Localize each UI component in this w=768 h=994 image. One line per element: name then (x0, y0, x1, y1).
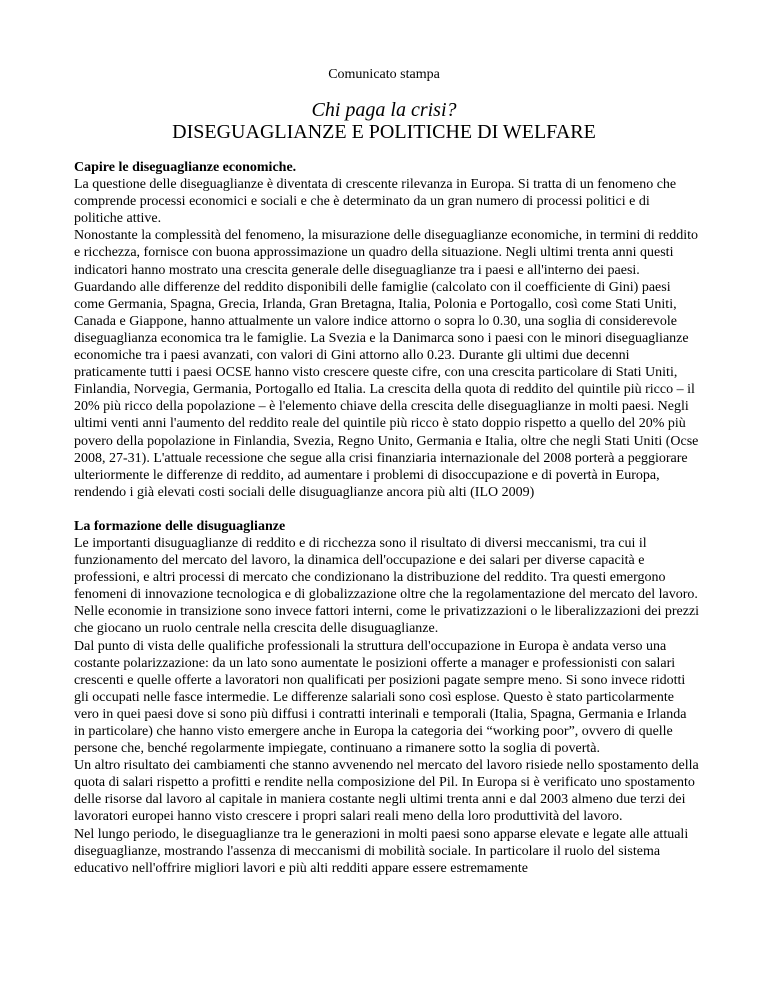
paragraph: Le importanti disuguaglianze di reddito e di ricchezza sono il risultato di diversi meccanismi, tra cui il funzionamento del mercato del lavoro, la dinamica dell'occupazione e dei salari per diverse capacità e professioni, e altri processi di mercato che condizionano la distribuzione del reddito. Tra questi emergono fenomeni di innovazione tecnologica e di globalizzazione oltre che la regolamentazione del mercato del lavoro. Nelle economie in transizione sono invece fattori interni, come le privatizzazioni o le liberalizzazioni dei prezzi che giocano un ruolo centrale nella crescita delle disuguaglianze. (74, 535, 700, 637)
paragraph: Nel lungo periodo, le diseguaglianze tra le generazioni in molti paesi sono apparse elevate e legate alle attuali diseguaglianze, mostrando l'assenza di meccanismi di mobilità sociale. In particolare il ruolo del sistema educativo nell'offrire migliori lavori e più alti redditi appare essere estremamente (74, 826, 689, 876)
section-spacer (74, 501, 700, 518)
paragraph: Nonostante la complessità del fenomeno, la misurazione delle diseguaglianze economiche, in termini di reddito e ricchezza, fornisce con buona approssimazione un quadro della situazione. Negli ultimi trenta anni questi indicatori hanno mostrato una crescita generale delle diseguaglianze tra i paesi e all'interno dei paesi. Guardando alle differenze del reddito disponibili delle famiglie (calcolato con il coefficiente di Gini) paesi come Germania, Spagna, Grecia, Irlanda, Gran Bretagna, Italia, Polonia e Portogallo, così come Stati Uniti, Canada e Giappone, hanno attualmente un valore indice attorno o sopra lo 0.30, una soglia di considerevole diseguaglianza economica tra le famiglie. La Svezia e la Danimarca sono i paesi con le minori diseguaglianze economiche tra i paesi avanzati, con valori di Gini attorno allo 0.23. Durante gli ultimi due decenni praticamente tutti i paesi OCSE hanno visto crescere queste cifre, con una crescita particolare di Stati Uniti, Finlandia, Norvegia, Germania, Portogallo ed Italia. La crescita della quota di reddito del quintile più ricco – il 20% più ricco della popolazione – è l'elemento chiave della crescita delle diseguaglianze in molti paesi. Negli ultimi venti anni l'aumento del reddito reale del quintile più ricco è stato doppio rispetto a quello del 20% più povero della popolazione in Finlandia, Svezia, Regno Unito, Germania e Italia, oltre che negli Stati Uniti (Ocse 2008, 27-31). L'attuale recessione che segue alla crisi finanziaria internazionale del 2008 porterà a peggiorare ulteriormente le differenze di reddito, ad aumentare i problemi di disoccupazione e di povertà in Europa, rendendo i già elevati costi sociali delle disuguaglianze ancora più alti (ILO 2009) (74, 228, 699, 500)
paragraph: Un altro risultato dei cambiamenti che stanno avvenendo nel mercato del lavoro risiede nello spostamento della quota di salari rispetto a profitti e rendite nella composizione del Pil. In Europa si è verificato uno spostamento delle risorse dal lavoro al capitale in maniera costante negli ultimi trenta anni e dal 2003 almeno due terzi dei lavoratori europei hanno visto crescere i propri salari reali meno della loro produttività del lavoro. (74, 758, 699, 825)
document-body (74, 159, 700, 877)
section-economic-inequality (74, 159, 700, 501)
press-release-label: Comunicato stampa (328, 67, 440, 82)
document-title: Chi paga la crisi? (311, 99, 457, 121)
section-inequality-formation (74, 518, 700, 877)
section-heading: La formazione delle disuguaglianze (74, 518, 286, 534)
paragraph: Dal punto di vista delle qualifiche professionali la struttura dell'occupazione in Europa è andata verso una costante polarizzazione: da un lato sono aumentate le posizioni offerte a manager e professionisti con salari crescenti e quelle offerte a lavoratori non qualificati per posizioni pagate sempre meno. Si sono invece ridotti gli occupati nelle fasce intermedie. Le differenze salariali sono così esplose. Questo è stato particolarmente vero in quei paesi dove si sono più diffusi i contratti interinali e temporali (Italia, Spagna, Germania e Irlanda in particolare) che hanno visto emergere anche in Europa la categoria dei “working poor”, ovvero di quelle persone che, benché regolarmente impiegate, continuano a rimanere sotto la soglia di povertà. (74, 638, 687, 757)
document-subtitle: DISEGUAGLIANZE E POLITICHE DI WELFARE (172, 121, 596, 143)
section-heading: Capire le diseguaglianze economiche. (74, 160, 297, 175)
paragraph: La questione delle diseguaglianze è diventata di crescente rilevanza in Europa. Si tratta di un fenomeno che comprende processi economici e sociali e che è determinato da un gran numero di processi politici e di politiche attive. (74, 177, 677, 227)
